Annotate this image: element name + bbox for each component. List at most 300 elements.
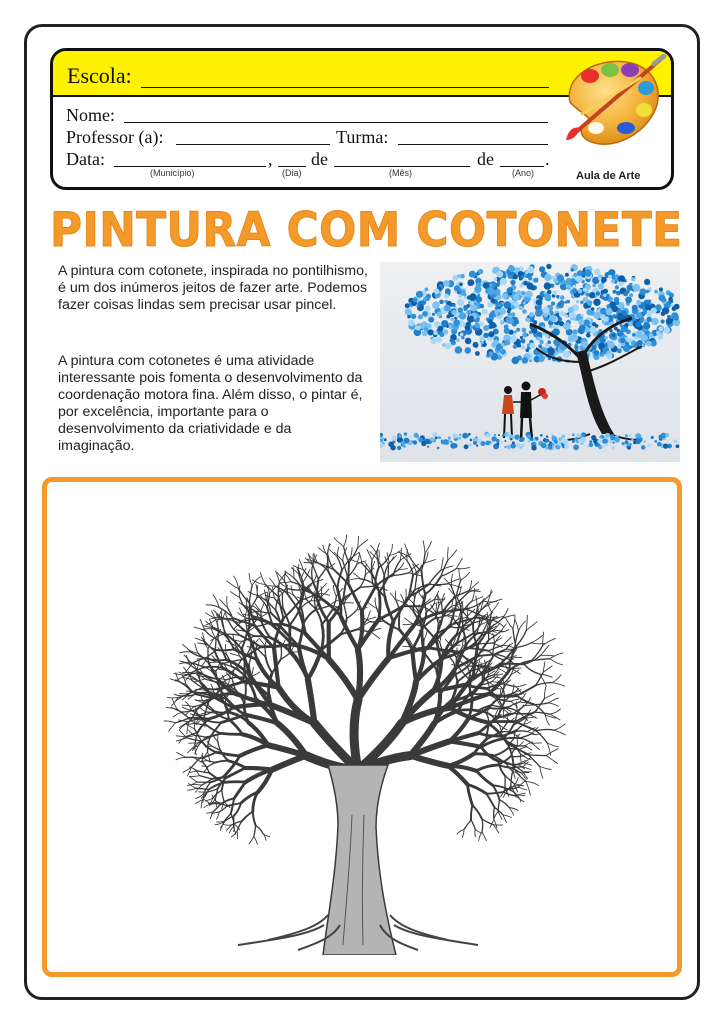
tree-branch bbox=[186, 724, 195, 729]
ground-dot bbox=[392, 435, 397, 440]
tree-branch bbox=[217, 812, 220, 819]
tree-branch bbox=[550, 709, 561, 714]
tree-branch bbox=[429, 570, 441, 584]
foliage-dot bbox=[589, 327, 596, 334]
foliage-dot bbox=[513, 344, 517, 348]
professor-label: Professor (a): bbox=[66, 127, 164, 147]
ground-dot bbox=[421, 441, 426, 446]
tree-branch bbox=[350, 548, 352, 559]
tree-branch bbox=[516, 731, 528, 732]
foliage-dot bbox=[480, 341, 483, 344]
ground-dot bbox=[625, 434, 628, 437]
tree-branch bbox=[379, 550, 380, 561]
foliage-dot bbox=[664, 327, 671, 334]
ground-dot bbox=[530, 437, 534, 441]
foliage-dot bbox=[636, 312, 642, 318]
foliage-dot bbox=[614, 315, 618, 319]
foliage-dot bbox=[608, 275, 612, 279]
ground-dot bbox=[473, 441, 477, 445]
foliage-dot bbox=[458, 307, 464, 313]
tree-branch bbox=[213, 736, 217, 742]
foliage-dot bbox=[405, 308, 412, 315]
ground-dot bbox=[481, 441, 486, 446]
foliage-dot bbox=[496, 271, 503, 278]
ground-dot bbox=[452, 433, 457, 438]
tree-branch bbox=[257, 586, 258, 598]
tree-branch bbox=[405, 618, 413, 624]
tree-branch bbox=[229, 827, 233, 833]
foliage-dot bbox=[476, 296, 482, 302]
page-title: PINTURA COM COTONETE bbox=[50, 203, 683, 258]
foliage-dot bbox=[522, 328, 527, 333]
ground-dot bbox=[561, 435, 565, 439]
tree-branch bbox=[474, 754, 494, 756]
tree-branch bbox=[358, 540, 368, 548]
foliage-dot bbox=[432, 301, 440, 309]
professor-field[interactable] bbox=[176, 144, 330, 145]
tree-branch bbox=[408, 599, 414, 605]
foliage-dot bbox=[534, 278, 539, 283]
foliage-dot bbox=[603, 294, 606, 297]
tree-branch bbox=[359, 552, 362, 563]
ground-dot bbox=[578, 439, 581, 442]
foliage-dot bbox=[622, 310, 627, 315]
foliage-dot bbox=[557, 274, 564, 281]
foliage-dot bbox=[517, 344, 521, 348]
foliage-dot bbox=[535, 309, 543, 317]
ground-dot bbox=[496, 439, 500, 443]
ground-dot bbox=[576, 433, 581, 438]
tree-branch bbox=[429, 584, 448, 585]
foliage-dot bbox=[547, 348, 555, 356]
tree-branch bbox=[206, 605, 219, 608]
tree-branch bbox=[189, 777, 197, 783]
tree-branch bbox=[393, 573, 409, 576]
tree-branch bbox=[174, 694, 183, 696]
foliage-dot bbox=[529, 312, 534, 317]
de-label-2: de bbox=[477, 149, 494, 169]
foliage-dot bbox=[637, 340, 643, 346]
foliage-dot bbox=[454, 285, 460, 291]
foliage-dot bbox=[607, 341, 614, 348]
ground-dot bbox=[435, 437, 438, 440]
tree-branch bbox=[456, 558, 462, 568]
tree-branch bbox=[519, 747, 527, 750]
tree-branch bbox=[223, 825, 231, 826]
foliage-dot bbox=[494, 289, 501, 296]
ground-dot bbox=[507, 445, 511, 449]
tree-branch bbox=[246, 768, 272, 770]
tree-branch bbox=[203, 629, 214, 630]
tree-branch bbox=[463, 829, 465, 837]
tree-branch bbox=[176, 736, 185, 737]
tree-branch bbox=[525, 746, 532, 750]
tree-branch bbox=[494, 812, 498, 820]
foliage-dot bbox=[416, 326, 421, 331]
foliage-dot bbox=[475, 351, 480, 356]
tree-branch bbox=[475, 829, 476, 836]
foliage-dot bbox=[463, 305, 468, 310]
tree-branch bbox=[451, 574, 452, 587]
ground-dot bbox=[610, 434, 613, 437]
tree-branch bbox=[264, 590, 266, 600]
foliage-dot bbox=[489, 351, 494, 356]
tree-branch bbox=[403, 624, 412, 625]
foliage-dot bbox=[618, 343, 622, 347]
foliage-dot bbox=[431, 338, 437, 344]
ground-dot bbox=[531, 445, 536, 450]
ground-dot bbox=[665, 433, 669, 437]
tree-branch bbox=[248, 611, 249, 633]
ground-dot bbox=[602, 446, 605, 449]
foliage-dot bbox=[595, 324, 599, 328]
foliage-dot bbox=[510, 335, 517, 342]
ground-dot bbox=[600, 436, 603, 439]
tree-branch bbox=[318, 568, 326, 579]
tree-branch bbox=[362, 587, 375, 611]
ground-dot bbox=[485, 433, 488, 436]
foliage-dot bbox=[613, 290, 617, 294]
tree-branch bbox=[281, 648, 282, 660]
foliage-dot bbox=[571, 278, 575, 282]
tree-branch bbox=[234, 782, 246, 799]
tree-branch bbox=[399, 612, 400, 630]
foliage-dot bbox=[544, 293, 550, 299]
tree-branch bbox=[516, 796, 524, 802]
foliage-dot bbox=[466, 310, 471, 315]
foliage-dot bbox=[519, 306, 524, 311]
tree-branch bbox=[385, 597, 394, 622]
foliage-dot bbox=[639, 288, 646, 295]
tree-branch bbox=[222, 790, 224, 801]
tree-branch bbox=[347, 610, 357, 619]
tree-branch bbox=[244, 686, 246, 702]
tree-branch bbox=[487, 792, 504, 794]
foliage-dot bbox=[644, 311, 647, 314]
ground-dot bbox=[512, 441, 515, 444]
tree-branch bbox=[183, 644, 191, 652]
tree-branch bbox=[279, 573, 286, 582]
tree-branch bbox=[208, 762, 216, 766]
foliage-dot bbox=[446, 315, 450, 319]
foliage-dot bbox=[668, 297, 672, 301]
foliage-dot bbox=[439, 300, 444, 305]
tree-branch bbox=[549, 703, 559, 706]
foliage-dot bbox=[480, 304, 485, 309]
tree-branch bbox=[441, 566, 453, 570]
tree-branch bbox=[176, 738, 187, 741]
tree-branch bbox=[415, 574, 417, 589]
tree-branch bbox=[520, 754, 521, 762]
tree-branch bbox=[500, 723, 507, 732]
tree-branch bbox=[517, 739, 518, 747]
tree-branch bbox=[476, 596, 478, 608]
tree-branch bbox=[477, 599, 484, 609]
tree-branch bbox=[503, 637, 511, 645]
tree-branch bbox=[505, 776, 514, 784]
escola-field[interactable] bbox=[141, 87, 549, 88]
ground-dot bbox=[516, 443, 521, 448]
paint-palette-icon bbox=[556, 54, 668, 150]
tree-branch bbox=[464, 820, 471, 829]
foliage-dot bbox=[566, 315, 569, 318]
tree-branch bbox=[280, 582, 291, 583]
ground-dot bbox=[498, 434, 500, 436]
tree-branch bbox=[304, 610, 317, 624]
ground-dot bbox=[528, 441, 530, 443]
foliage-dot bbox=[578, 319, 584, 325]
tree-branch bbox=[476, 765, 497, 771]
tree-branch bbox=[177, 752, 186, 757]
tree-branch bbox=[227, 596, 228, 607]
foliage-dot bbox=[508, 307, 512, 311]
tree-branch bbox=[211, 684, 214, 692]
tree-branch bbox=[196, 689, 205, 690]
tree-branch bbox=[479, 832, 482, 841]
foliage-dot bbox=[603, 316, 609, 322]
tree-branch bbox=[354, 700, 358, 770]
ground-dot bbox=[430, 437, 434, 441]
foliage-dot bbox=[583, 320, 590, 327]
foliage-dot bbox=[443, 329, 448, 334]
foliage-dot bbox=[600, 352, 603, 355]
foliage-dot bbox=[611, 276, 615, 280]
foliage-dot bbox=[450, 339, 454, 343]
foliage-dot bbox=[469, 293, 476, 300]
tree-branch bbox=[513, 684, 515, 693]
intro-paragraph: A pintura com cotonete, inspirada no pontilhismo, é um dos inúmeros jeitos de fazer arte. Podemos fazer coisas lindas sem precisar usar pincel. bbox=[58, 263, 368, 313]
tree-branch bbox=[351, 579, 361, 580]
foliage-dot bbox=[598, 277, 601, 280]
comma: , bbox=[268, 149, 273, 169]
tree-branch bbox=[256, 826, 263, 834]
ground-dot bbox=[384, 438, 387, 441]
foliage-dot bbox=[508, 275, 512, 279]
tree-branch bbox=[436, 604, 437, 612]
foliage-dot bbox=[500, 348, 504, 352]
tree-branch bbox=[419, 592, 424, 600]
foliage-dot bbox=[611, 280, 615, 284]
ground-dot bbox=[458, 436, 462, 440]
foliage-dot bbox=[553, 291, 558, 296]
foliage-dot bbox=[525, 271, 528, 274]
ground-dot bbox=[587, 445, 589, 447]
ground-dot bbox=[388, 442, 394, 448]
foliage-dot bbox=[544, 274, 552, 282]
tree-branch bbox=[545, 715, 555, 718]
tree-branch bbox=[191, 758, 200, 768]
tree-branch bbox=[515, 620, 518, 631]
foliage-dot bbox=[453, 304, 456, 307]
tree-branch bbox=[203, 793, 204, 802]
tree-branch bbox=[517, 696, 535, 705]
tree-branch bbox=[513, 772, 515, 779]
foliage-dot bbox=[459, 283, 463, 287]
foliage-dot bbox=[464, 296, 467, 299]
foliage-dot bbox=[519, 284, 523, 288]
foliage-dot bbox=[565, 273, 569, 277]
ground-dot bbox=[602, 438, 608, 444]
ground-dot bbox=[414, 433, 419, 438]
tree-branch bbox=[482, 832, 486, 840]
ground-dot bbox=[450, 441, 452, 443]
foliage-dot bbox=[556, 313, 559, 316]
ground-dot bbox=[459, 434, 461, 436]
foliage-dot bbox=[649, 333, 654, 338]
foliage-dot bbox=[543, 307, 550, 314]
aula-de-arte-label: Aula de Arte bbox=[576, 170, 641, 182]
foliage-dot bbox=[506, 317, 513, 324]
ground-dot bbox=[427, 446, 429, 448]
foliage-dot bbox=[458, 295, 462, 299]
tree-branch bbox=[329, 660, 358, 700]
foliage-dot bbox=[455, 346, 463, 354]
turma-label: Turma: bbox=[336, 127, 389, 147]
foliage-dot bbox=[510, 300, 513, 303]
tree-branch bbox=[360, 574, 366, 587]
foliage-dot bbox=[528, 276, 532, 280]
period: . bbox=[545, 149, 550, 169]
tree-branch bbox=[354, 573, 361, 579]
foliage-dot bbox=[592, 284, 596, 288]
foliage-dot bbox=[537, 332, 543, 338]
tree-branch bbox=[488, 645, 503, 651]
tree-branch bbox=[293, 568, 294, 579]
ground-dot bbox=[443, 439, 448, 444]
foliage-dot bbox=[425, 288, 429, 292]
ground-dot bbox=[510, 438, 512, 440]
tree-branch bbox=[458, 710, 478, 711]
tree-branch bbox=[543, 662, 545, 673]
tree-branch bbox=[318, 548, 328, 555]
tree-branch bbox=[475, 829, 481, 833]
foliage-dot bbox=[586, 333, 591, 338]
foliage-dot bbox=[474, 344, 478, 348]
tree-branch bbox=[487, 794, 495, 808]
tree-branch bbox=[221, 733, 243, 734]
tree-branch bbox=[399, 563, 404, 570]
tree-branch bbox=[194, 769, 200, 776]
tree-branch bbox=[334, 538, 343, 547]
tree-branch bbox=[517, 684, 526, 687]
foliage-dot bbox=[495, 307, 498, 310]
foliage-dot bbox=[632, 284, 640, 292]
tree-branch bbox=[229, 719, 243, 734]
tree-branch bbox=[500, 732, 511, 733]
foliage-dot bbox=[624, 323, 628, 327]
tree-branch bbox=[447, 579, 460, 584]
tree-branch bbox=[540, 767, 551, 770]
tree-branch bbox=[350, 559, 361, 563]
foliage-dot bbox=[434, 288, 440, 294]
foliage-dot bbox=[651, 318, 658, 325]
foliage-dot bbox=[442, 343, 446, 347]
tree-branch bbox=[519, 787, 527, 790]
foliage-dot bbox=[661, 297, 666, 302]
tree-branch bbox=[200, 708, 206, 712]
tree-branch bbox=[240, 745, 269, 756]
tree-branch bbox=[524, 664, 539, 674]
tree-branch bbox=[254, 636, 270, 637]
ground-dot bbox=[469, 443, 472, 446]
foliage-dot bbox=[482, 309, 488, 315]
ground-dot bbox=[663, 444, 668, 449]
foliage-dot bbox=[513, 274, 518, 279]
mes-field[interactable] bbox=[334, 166, 470, 167]
ano-field[interactable] bbox=[500, 166, 544, 167]
escola-label: Escola: bbox=[67, 63, 132, 88]
ground-dot bbox=[558, 437, 562, 441]
tree-branch bbox=[180, 652, 191, 653]
tree-branch bbox=[448, 550, 457, 561]
foliage-dot bbox=[641, 334, 648, 341]
tree-branch bbox=[459, 568, 461, 580]
foliage-dot bbox=[669, 293, 673, 297]
foliage-dot bbox=[432, 313, 435, 316]
foliage-dot bbox=[563, 322, 571, 330]
tree-branch bbox=[461, 572, 470, 580]
ground-dot bbox=[629, 434, 632, 437]
foliage-dot bbox=[468, 281, 473, 286]
ground-dot bbox=[496, 442, 499, 445]
foliage-dot bbox=[617, 349, 622, 354]
ground-dot bbox=[647, 444, 650, 447]
foliage-dot bbox=[493, 277, 497, 281]
foliage-dot bbox=[520, 336, 523, 339]
ground-dot bbox=[448, 437, 451, 440]
foliage-dot bbox=[465, 338, 472, 345]
dia-field[interactable] bbox=[278, 166, 306, 167]
ground-dot bbox=[521, 443, 525, 447]
foliage-dot bbox=[505, 340, 511, 346]
foliage-dot bbox=[459, 312, 466, 319]
ground-dot bbox=[470, 439, 473, 442]
ground-dot bbox=[533, 438, 535, 440]
tree-branch bbox=[249, 574, 252, 586]
sub-label-municipio: (Município) bbox=[150, 168, 195, 178]
ground-dot bbox=[402, 442, 406, 446]
tree-branch bbox=[482, 819, 483, 832]
tree-branch bbox=[513, 629, 516, 647]
foliage-dot bbox=[476, 282, 482, 288]
tree-branch bbox=[525, 705, 534, 706]
tree-branch bbox=[424, 600, 426, 612]
tree-branch bbox=[520, 738, 532, 743]
tree-branch bbox=[526, 615, 527, 630]
tree-branch bbox=[519, 621, 526, 631]
turma-field[interactable] bbox=[398, 144, 548, 145]
foliage-dot bbox=[527, 343, 530, 346]
municipio-field[interactable] bbox=[114, 166, 266, 167]
tree-branch bbox=[471, 820, 475, 829]
tree-branch bbox=[424, 630, 427, 640]
tree-branch bbox=[514, 778, 519, 787]
tree-branch bbox=[423, 541, 425, 554]
ground-dot bbox=[462, 433, 468, 439]
tree-branch bbox=[265, 645, 266, 657]
tree-branch bbox=[491, 603, 498, 612]
tree-branch bbox=[231, 592, 240, 598]
tree-branch bbox=[449, 741, 481, 747]
tree-branch bbox=[330, 550, 338, 558]
ground-dot bbox=[572, 433, 575, 436]
tree-branch bbox=[286, 572, 294, 578]
tree-branch bbox=[182, 705, 194, 707]
nome-field[interactable] bbox=[124, 122, 548, 123]
foliage-dot bbox=[489, 322, 496, 329]
tree-branch bbox=[257, 648, 266, 657]
ground-dot bbox=[673, 439, 677, 443]
